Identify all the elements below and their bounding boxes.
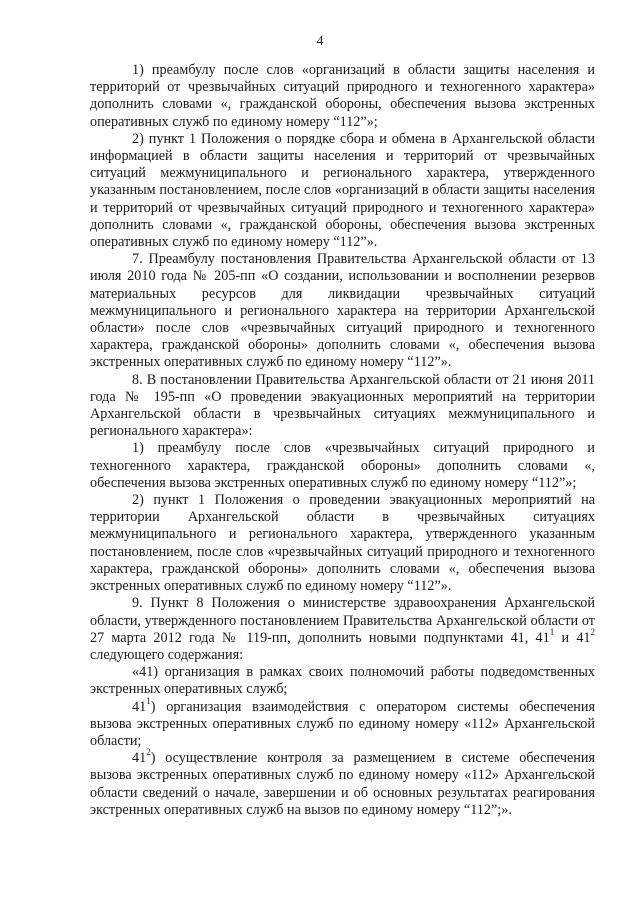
subitem-41-1-superscript: 1 xyxy=(146,695,151,706)
subitem-41-1-number: 41 xyxy=(132,698,147,715)
subitem-41-2-number: 41 xyxy=(132,750,147,767)
subitem-41: «41) организация в рамках своих полномочий работы подведомственных экстренных оперативных служб; xyxy=(90,664,595,698)
paragraph-item-9-text-pre: 9. Пункт 8 Положения о министерстве здравоохранения Архангельской области, утвержденного постановлением Правительства Архангельской области от 27 марта 2012 года № 119-пп, дополнить новыми подпунктами 41, 41 xyxy=(90,595,595,646)
subitem-41-2 xyxy=(90,747,595,819)
superscript-1: 1 xyxy=(549,626,555,637)
superscript-2: 2 xyxy=(590,626,596,637)
paragraph-item-8-sub-2: 2) пункт 1 Положения о проведении эвакуационных мероприятий на территории Архангельской области в чрезвычайных ситуациях межмуниципального и регионального характера, утвержденного указанным постановлением, после слов «чрезвычайных ситуаций природного и техногенного характера, гражданской обороны» дополнить словами «, обеспечения вызова экстренных оперативных служб по единому номеру “112”». xyxy=(90,492,595,595)
subitem-41-1-text: ) организация взаимодействия с оператором системы обеспечения вызова экстренных оперативных служб по единому номеру «112» Архангельской области; xyxy=(90,698,595,749)
page-number: 4 xyxy=(316,34,324,49)
paragraph-preamble-amendment: 1) преамбулу после слов «организаций в области защиты населения и территорий от чрезвычайных ситуаций природного и техногенного характера» дополнить словами «, гражданской обороны, обеспечения вызова экстренных оперативных служб по единому номеру “112”»; xyxy=(90,62,595,130)
paragraph-item-9-text-post: следующего содержания: xyxy=(90,646,244,663)
subitem-41-2-superscript: 2 xyxy=(146,747,151,758)
paragraph-item-9 xyxy=(90,595,595,664)
paragraph-point-1-amendment: 2) пункт 1 Положения о порядке сбора и обмена в Архангельской области информацией в области защиты населения и территорий от чрезвычайных ситуаций межмуниципального и регионального характера, утвержденного указанным постановлением, после слов «организаций в области защиты населения и территорий от чрезвычайных ситуаций природного и техногенного характера» дополнить словами «, гражданской обороны, обеспечения вызова экстренных оперативных служб по единому номеру “112”». xyxy=(90,130,595,251)
subitem-41-2-text: ) осуществление контроля за размещением в системе обеспечения вызова экстренных оперативных служб по единому номеру «112» Архангельской области сведений о начале, завершении и об основных результатах реагирования экстренных оперативных служб на вызов по единому номеру “112”;». xyxy=(90,750,595,818)
paragraph-item-7: 7. Преамбулу постановления Правительства Архангельской области от 13 июля 2010 года № 205-пп «О создании, использовании и восполнении резервов материальных ресурсов для ликвидации чрезвычайных ситуаций межмуниципального и регионального характера на территории Архангельской области» после слов «чрезвычайных ситуаций природного и техногенного характера, гражданской обороны» дополнить словами «, обеспечения вызова экстренных оперативных служб по единому номеру “112”». xyxy=(90,251,595,371)
paragraph-item-8-sub-1: 1) преамбулу после слов «чрезвычайных ситуаций природного и техногенного характера, гражданской обороны» дополнить словами «, обеспечения вызова экстренных оперативных служб по единому номеру “112”»; xyxy=(90,440,595,491)
paragraph-item-8: 8. В постановлении Правительства Архангельской области от 21 июня 2011 года № 195-пп «О проведении эвакуационных мероприятий на территории Архангельской области в чрезвычайных ситуациях межмуниципального и регионального характера»: xyxy=(90,371,595,440)
subitem-41-1 xyxy=(90,695,595,751)
document-body xyxy=(90,62,595,819)
paragraph-item-9-text-mid: и 41 xyxy=(554,629,591,646)
